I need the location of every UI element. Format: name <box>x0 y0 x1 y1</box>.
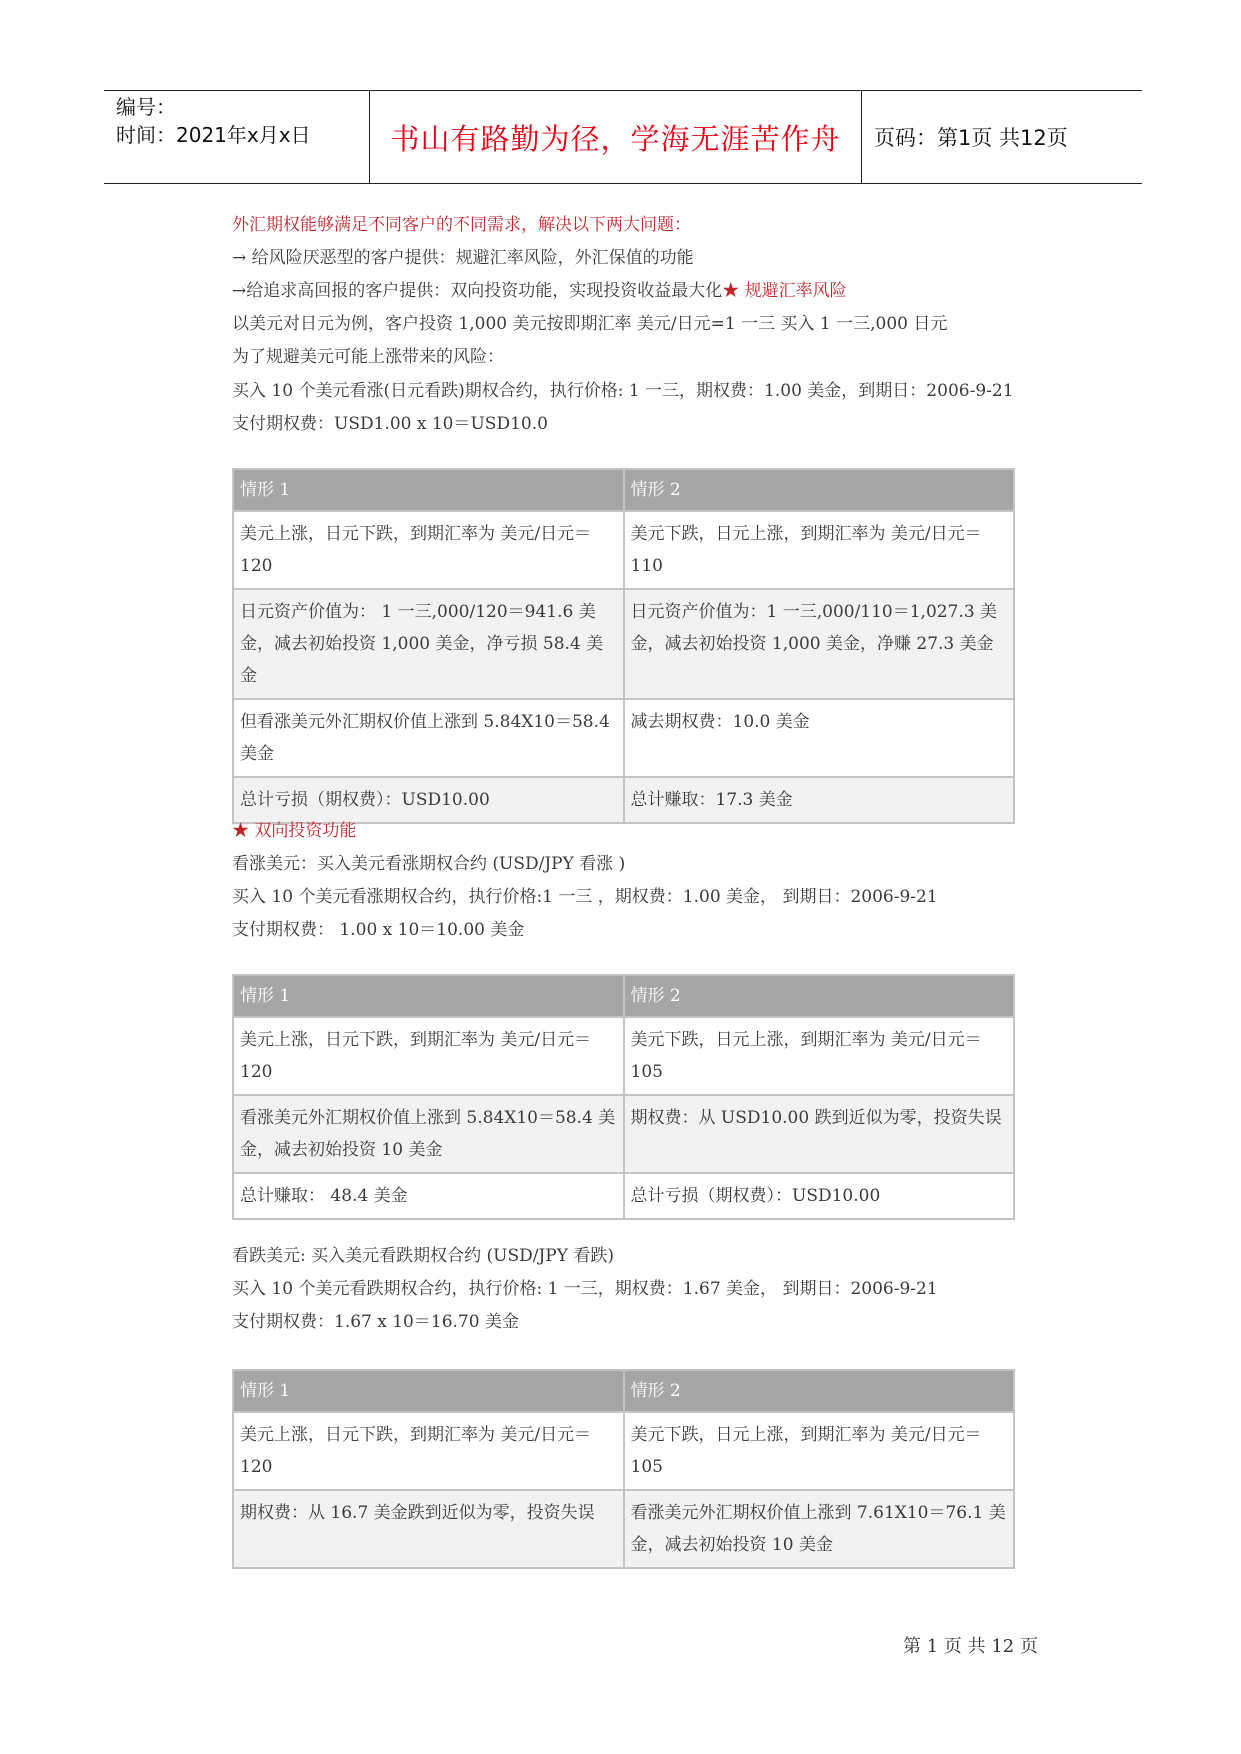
table-cell: 总计赚取：17.3 美金 <box>624 777 1015 823</box>
table-cell: 日元资产价值为：1 一三,000/110＝1,027.3 美金，减去初始投资 1,000 美金，净赚 27.3 美金 <box>624 589 1015 699</box>
table-row <box>233 1095 1014 1173</box>
scenario-table-hedge <box>232 468 1015 824</box>
table-cell: 美元上涨，日元下跌，到期汇率为 美元/日元＝120 <box>233 1017 624 1095</box>
table-cell: 总计赚取： 48.4 美金 <box>233 1173 624 1219</box>
table-cell: 总计亏损（期权费）：USD10.00 <box>233 777 624 823</box>
table-cell: 总计亏损（期权费）：USD10.00 <box>624 1173 1015 1219</box>
table-cell: 看涨美元外汇期权价值上涨到 7.61X10＝76.1 美金，减去初始投资 10 美金 <box>624 1490 1015 1568</box>
table-cell: 期权费：从 16.7 美金跌到近似为零，投资失误 <box>233 1490 624 1568</box>
table-header-row <box>233 469 1014 511</box>
table-row <box>233 511 1014 589</box>
page-header <box>104 90 1142 184</box>
table-cell: 日元资产价值为： 1 一三,000/120＝941.6 美金，减去初始投资 1,000 美金，净亏损 58.4 美金 <box>233 589 624 699</box>
scenario-table-call <box>232 974 1015 1220</box>
section-heading-text: 双向投资功能 <box>249 821 357 841</box>
table-header-cell: 情形 2 <box>624 469 1015 511</box>
table-row <box>233 1412 1014 1490</box>
table-cell: 美元下跌，日元上涨，到期汇率为 美元/日元＝105 <box>624 1412 1015 1490</box>
intro-line: 以美元对日元为例，客户投资 1,000 美元按即期汇率 美元/日元=1 一三 买入 1 一三,000 日元 <box>232 314 948 334</box>
table-row <box>233 589 1014 699</box>
body-line: 看跌美元: 买入美元看跌期权合约 (USD/JPY 看跌) <box>232 1246 615 1266</box>
intro-line-text: →给追求高回报的客户提供：双向投资功能，实现投资收益最大化 <box>232 281 723 301</box>
table-cell: 美元上涨，日元下跌，到期汇率为 美元/日元＝120 <box>233 1412 624 1490</box>
table-header-cell: 情形 2 <box>624 1370 1015 1412</box>
section-heading-bidirectional <box>232 820 356 842</box>
body-line: 买入 10 个美元看跌期权合约，执行价格: 1 一三，期权费：1.67 美金， 到期日：2006-9-21 <box>232 1279 938 1299</box>
table-cell: 但看涨美元外汇期权价值上涨到 5.84X10＝58.4 美金 <box>233 699 624 777</box>
star-icon: ★ <box>232 821 249 841</box>
document-number-label: 编号： <box>116 95 176 119</box>
header-divider <box>861 91 862 183</box>
body-line: 买入 10 个美元看涨期权合约，执行价格:1 一三 ，期权费：1.00 美金， 到期日：2006-9-21 <box>232 887 938 907</box>
intro-title: 外汇期权能够满足不同客户的不同需求，解决以下两大问题： <box>232 215 691 235</box>
table-header-cell: 情形 1 <box>233 469 624 511</box>
header-meta <box>116 93 366 149</box>
table-cell: 减去期权费：10.0 美金 <box>624 699 1015 777</box>
table-cell: 美元下跌，日元上涨，到期汇率为 美元/日元＝110 <box>624 511 1015 589</box>
header-page-code: 页码：第1页 共12页 <box>874 126 1068 150</box>
body-line: 支付期权费： 1.00 x 10＝10.00 美金 <box>232 920 525 940</box>
table-header-cell: 情形 1 <box>233 975 624 1017</box>
body-line: 支付期权费：1.67 x 10＝16.70 美金 <box>232 1312 519 1332</box>
star-icon: ★ <box>722 281 740 301</box>
table-cell: 期权费：从 USD10.00 跌到近似为零，投资失误 <box>624 1095 1015 1173</box>
table-header-cell: 情形 2 <box>624 975 1015 1017</box>
table-header-row <box>233 1370 1014 1412</box>
table-header-row <box>233 975 1014 1017</box>
intro-line <box>232 280 847 302</box>
document-time-label: 时间：2021年x月x日 <box>116 123 311 147</box>
table-cell: 看涨美元外汇期权价值上涨到 5.84X10＝58.4 美金，减去初始投资 10 美金 <box>233 1095 624 1173</box>
table-header-cell: 情形 1 <box>233 1370 624 1412</box>
table-row <box>233 1017 1014 1095</box>
table-row <box>233 777 1014 823</box>
table-row <box>233 699 1014 777</box>
intro-line: → 给风险厌恶型的客户提供：规避汇率风险，外汇保值的功能 <box>232 248 694 268</box>
intro-line: 为了规避美元可能上涨带来的风险： <box>232 347 504 367</box>
intro-line: 买入 10 个美元看涨(日元看跌)期权合约，执行价格: 1 一三，期权费：1.00 美金，到期日：2006-9-21 <box>232 381 1014 401</box>
section-heading-hedge: 规避汇率风险 <box>739 281 847 301</box>
page-footer: 第 1 页 共 12 页 <box>903 1636 1038 1657</box>
table-row <box>233 1490 1014 1568</box>
body-line: 看涨美元：买入美元看涨期权合约 (USD/JPY 看涨 ) <box>232 854 626 874</box>
table-cell: 美元下跌，日元上涨，到期汇率为 美元/日元＝105 <box>624 1017 1015 1095</box>
header-motto: 书山有路勤为径，学海无涯苦作舟 <box>390 121 841 156</box>
table-cell: 美元上涨，日元下跌，到期汇率为 美元/日元＝120 <box>233 511 624 589</box>
scenario-table-put <box>232 1369 1015 1569</box>
table-row <box>233 1173 1014 1219</box>
intro-line: 支付期权费：USD1.00 x 10＝USD10.0 <box>232 414 548 434</box>
